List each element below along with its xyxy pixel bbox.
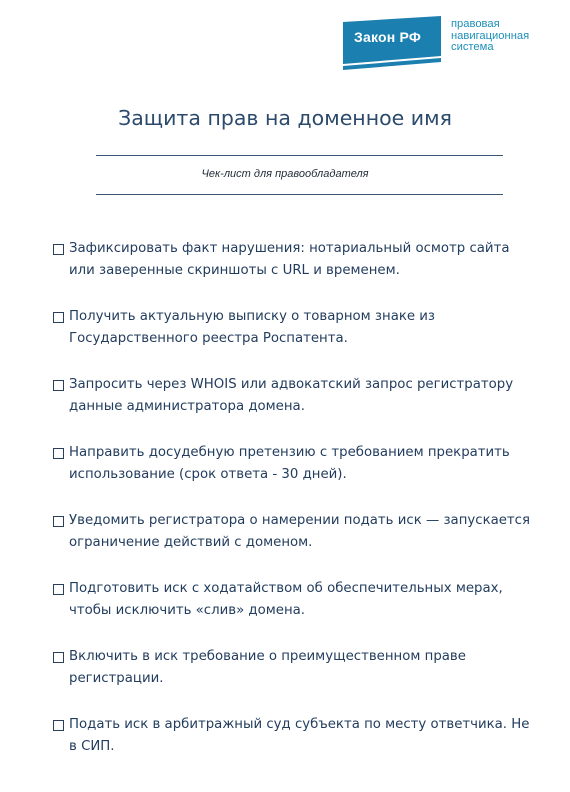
checklist-item-text: Запросить через WHOIS или адвокатский запрос регистратору данные администратора домена. (69, 377, 514, 414)
logo-caption (451, 19, 529, 54)
checklist-item-text: Получить актуальную выписку о товарном знаке из Государственного реестра Роспатента. (69, 309, 435, 346)
checklist-item (53, 374, 543, 418)
checklist-item-text: Уведомить регистратора о намерении подать иск — запускается ограничение действий с доменом. (69, 513, 530, 550)
logo-caption-line: система (451, 41, 494, 53)
checkbox[interactable] (53, 516, 64, 527)
logo-caption-line: правовая (451, 18, 500, 30)
checkbox[interactable] (53, 380, 64, 391)
checklist-item (53, 510, 543, 554)
checklist-item (53, 578, 543, 622)
checklist-item-text: Подать иск в арбитражный суд субъекта по месту ответчика. Не в СИП. (69, 717, 530, 754)
page-title: Защита прав на доменное имя (118, 106, 452, 130)
divider-bottom (96, 194, 503, 195)
page-subtitle: Чек-лист для правообладателя (201, 168, 369, 180)
logo-badge (343, 16, 443, 74)
checkbox[interactable] (53, 244, 64, 255)
checkbox[interactable] (53, 652, 64, 663)
checklist-item (53, 306, 543, 350)
logo-badge-text: Закон РФ (354, 29, 421, 45)
checklist-item-text: Подготовить иск с ходатайством об обеспечительных мерах, чтобы исключить «слив» домена. (69, 581, 503, 618)
checkbox[interactable] (53, 448, 64, 459)
checklist-item (53, 442, 543, 486)
checklist-item-text: Включить в иск требование о преимущественном праве регистрации. (69, 649, 466, 686)
checklist-item-text: Зафиксировать факт нарушения: нотариальный осмотр сайта или заверенные скриншоты с URL и временем. (69, 241, 510, 278)
checklist-item (53, 238, 543, 282)
checkbox[interactable] (53, 312, 64, 323)
logo-badge-shape (343, 16, 443, 74)
checklist-item (53, 714, 543, 758)
checkbox[interactable] (53, 584, 64, 595)
divider-top (96, 155, 503, 156)
logo (343, 16, 553, 74)
checklist-item (53, 646, 543, 690)
logo-caption-line: навигационная (451, 29, 530, 42)
checklist-item-text: Направить досудебную претензию с требованием прекратить использование (срок ответа - 30 дней). (69, 445, 510, 482)
checkbox[interactable] (53, 720, 64, 731)
